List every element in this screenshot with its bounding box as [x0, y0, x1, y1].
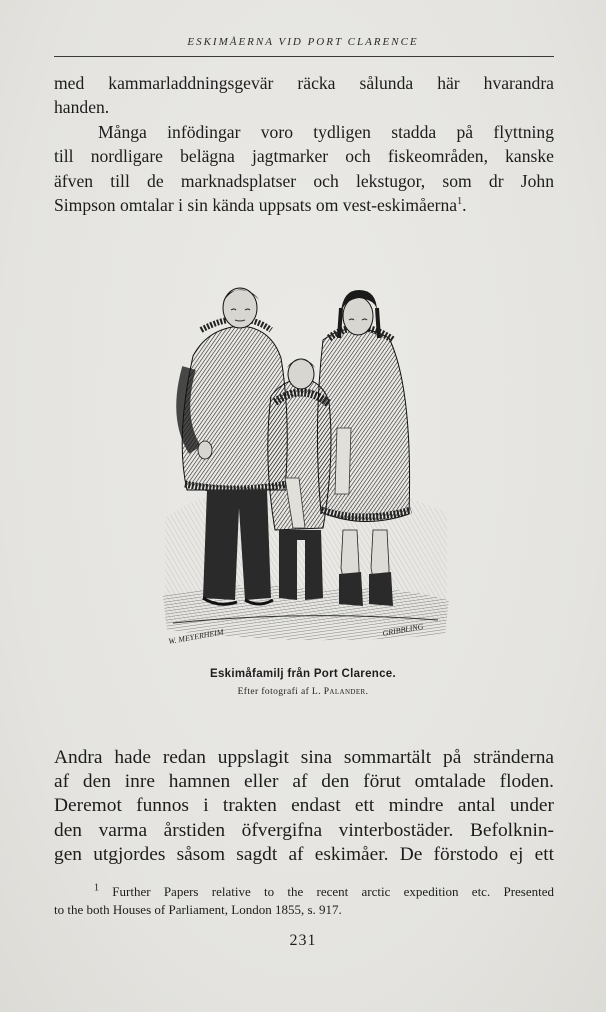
- footnote-marker: 1: [94, 882, 99, 894]
- text-line: Deremot funnos i trakten endast ett mindre antal under: [54, 795, 554, 817]
- text-line: [54, 193, 554, 217]
- paragraph-migration: [54, 120, 554, 218]
- engraving-eskimo-family: [163, 278, 449, 650]
- figure-caption-credit: [0, 687, 606, 697]
- text-line: Många infödingar voro tydligen stadda på flyttning: [98, 121, 554, 142]
- engraver-signature-left: W. MEYERHEIM: [167, 627, 225, 646]
- footnote: [54, 883, 554, 918]
- text-line: gen utgjordes såsom sagdt af eskimåer. De förstodo ej ett: [54, 843, 554, 865]
- paragraph-settlements: [54, 746, 554, 867]
- text-block-top: [54, 71, 554, 217]
- text-line-content: Simpson omtalar i sin kända uppsats om vest-eskimåerna: [54, 195, 458, 216]
- footnote-line: to the both Houses of Parliament, London 1855, s. 917.: [54, 901, 342, 917]
- footnote-reference: 1: [457, 196, 463, 208]
- page-number: 231: [289, 932, 317, 949]
- footnote-text-1: Further Papers relative to the recent arctic expedition etc. Presented: [112, 884, 555, 899]
- footnote-line: [54, 883, 554, 901]
- text-line: äfven till de marknadsplatser och lekstugor, som dr John: [54, 170, 554, 191]
- text-line: till nordligare belägna jagtmarker och fiskeområden, kanske: [54, 146, 554, 167]
- engraver-signature-right: GRIBBLING: [381, 621, 425, 638]
- text-line: af den inre hamnen eller af den förut omtalade floden.: [54, 771, 554, 793]
- text-line: Andra hade redan uppslagit sina sommartält på stränderna: [54, 747, 554, 768]
- text-line: handen.: [54, 97, 110, 118]
- sentence-end: .: [462, 195, 467, 216]
- header-rule: [54, 56, 554, 57]
- caption-credit-name: Palander.: [323, 687, 369, 697]
- caption-credit-prefix: Efter fotografi af L.: [237, 687, 321, 697]
- figure-caption-title: Eskimåfamilj från Port Clarence.: [209, 668, 396, 680]
- text-line: med kammarladdningsgevär räcka sålunda här hvarandra: [54, 73, 554, 93]
- text-line: den varma årstiden öfvergifna vinterbostäder. Befolknin-: [54, 819, 554, 841]
- paragraph-continuation: [54, 71, 554, 120]
- text-block-bottom: [54, 746, 554, 867]
- running-head: ESKIMÅERNA VID PORT CLARENCE: [187, 36, 419, 48]
